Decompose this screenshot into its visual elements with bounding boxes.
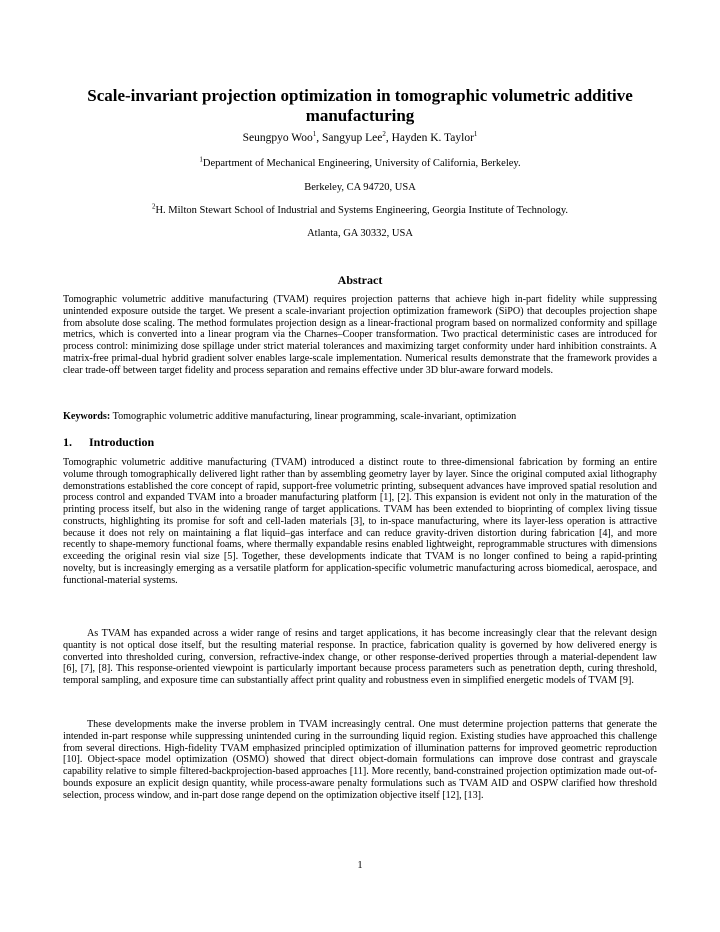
- author-name: Sangyup Lee: [321, 132, 383, 144]
- page-number: 1: [357, 860, 363, 871]
- author-affiliation-mark: 1: [312, 130, 317, 139]
- author-separator: ,: [316, 132, 322, 144]
- paper-title: Scale-invariant projection optimization in tomographic volumetric additive manufacturing: [87, 86, 633, 125]
- section-title: Introduction: [89, 435, 155, 449]
- affiliation-mark: 2: [151, 202, 156, 211]
- abstract-text: Tomographic volumetric additive manufacturing (TVAM) requires projection patterns that achieve high in-part fidelity while suppressing unintended exposure outside the target. We present a scale-invariant projection optimization framework (SiPO) that decouples projection shape from absolute dose scaling. The method formulates projection design as a linear-fractional program based on normalized conformity and spillage metrics, which is converted into a linear program via the Charnes–Cooper transformation. Two practical deterministic cases are introduced for process control: minimizing dose spillage under strict material tolerances and maximizing target conformity under hard inhibition constraints. A matrix-free primal-dual hybrid gradient solver enables large-scale implementation. Numerical results demonstrate that the framework provides a clear trade-off between target fidelity and process separation and remains effective under 3D blur-aware forward models.: [63, 294, 657, 376]
- affiliation-1-address: Berkeley, CA 94720, USA: [304, 182, 416, 193]
- abstract-heading: Abstract: [337, 273, 383, 287]
- body-paragraph: Tomographic volumetric additive manufacturing (TVAM) introduced a distinct route to three-dimensional fabrication by forming an entire volume through tomographically delivered light rather than by assembling geometry layer by layer. Since the original computed axial lithography demonstrations established the core concept of rapid, support-free volumetric printing, subsequent advances have improved spatial resolution and process control and expanded TVAM into a broader manufacturing platform [1], [2]. This expansion is evident not only in the maturation of the printing process itself, but also in the widening range of target applications. TVAM has been extended to bioprinting of complex living tissue constructs, highlighting its promise for soft and cell-laden materials [3], to in-space manufacturing, where its layer-less operation is attractive because it does not rely on maintaining a flat liquid–gas interface and can reduce gravity-driven distortion during fabrication [4], and more recently to shape-memory functional foams, where thermally expandable resins enabled lightweight, reprogrammable structures with dimensions exceeding the original resin vial size [5]. Together, these developments indicate that TVAM is no longer confined to being a rapid-printing novelty, but is increasingly emerging as a versatile platform for application-specific volumetric manufacturing across biomedical, aerospace, and functional-material systems.: [63, 457, 657, 586]
- author-name: Hayden K. Taylor: [391, 132, 474, 144]
- section-number: 1.: [63, 435, 72, 449]
- author-name: Seungpyo Woo: [242, 132, 313, 144]
- keywords-line: [63, 411, 657, 423]
- affiliation-2-address: Atlanta, GA 30332, USA: [307, 228, 413, 239]
- keywords-text: Tomographic volumetric additive manufacturing, linear programming, scale-invariant, optimization: [112, 411, 517, 422]
- affiliation-text: Department of Mechanical Engineering, University of California, Berkeley.: [202, 158, 521, 169]
- affiliation-1-department: [63, 157, 657, 170]
- affiliation-2-department: [63, 204, 657, 217]
- author-separator: ,: [385, 132, 392, 144]
- body-paragraph: As TVAM has expanded across a wider range of resins and target applications, it has become increasingly clear that the relevant design quantity is not optical dose itself, but the resulting material response. In practice, fabrication quality is governed by how delivered energy is converted into thresholded curing, conversion, refractive-index change, or other response-derived properties through a material-dependent law [6], [7], [8]. This response-oriented viewpoint is particularly important because process parameters such as penetration depth, curing threshold, temporal sampling, and exposure time can substantially affect print quality and robustness even in simplified energetic models of TVAM [9].: [63, 628, 657, 686]
- author-affiliation-mark: 1: [473, 130, 478, 139]
- affiliation-text: H. Milton Stewart School of Industrial and Systems Engineering, Georgia Institute of Technology.: [155, 205, 569, 216]
- keywords-label: Keywords:: [63, 411, 111, 422]
- section-heading: [63, 435, 657, 449]
- author-list: [63, 131, 657, 145]
- affiliation-mark: 1: [199, 155, 203, 164]
- author-affiliation-mark: 2: [382, 130, 386, 139]
- body-paragraph: These developments make the inverse problem in TVAM increasingly central. One must determine projection patterns that generate the intended in-part response while suppressing unintended curing in the surrounding liquid region. Existing studies have approached this challenge from several directions. High-fidelity TVAM emphasized principled optimization of illumination patterns for improved geometric reproduction [10]. Object-space model optimization (OSMO) showed that direct object-domain formulations can improve dose contrast and grayscale capability relative to simple filtered-backprojection-based approaches [11]. More recently, band-constrained projection optimization made out-of-bounds exposure an explicit design quantity, while process-aware penalty formulations such as TVAM AID and OSPW clarified how threshold selection, process window, and in-part dose range depend on the optimization objective itself [12], [13].: [63, 719, 657, 801]
